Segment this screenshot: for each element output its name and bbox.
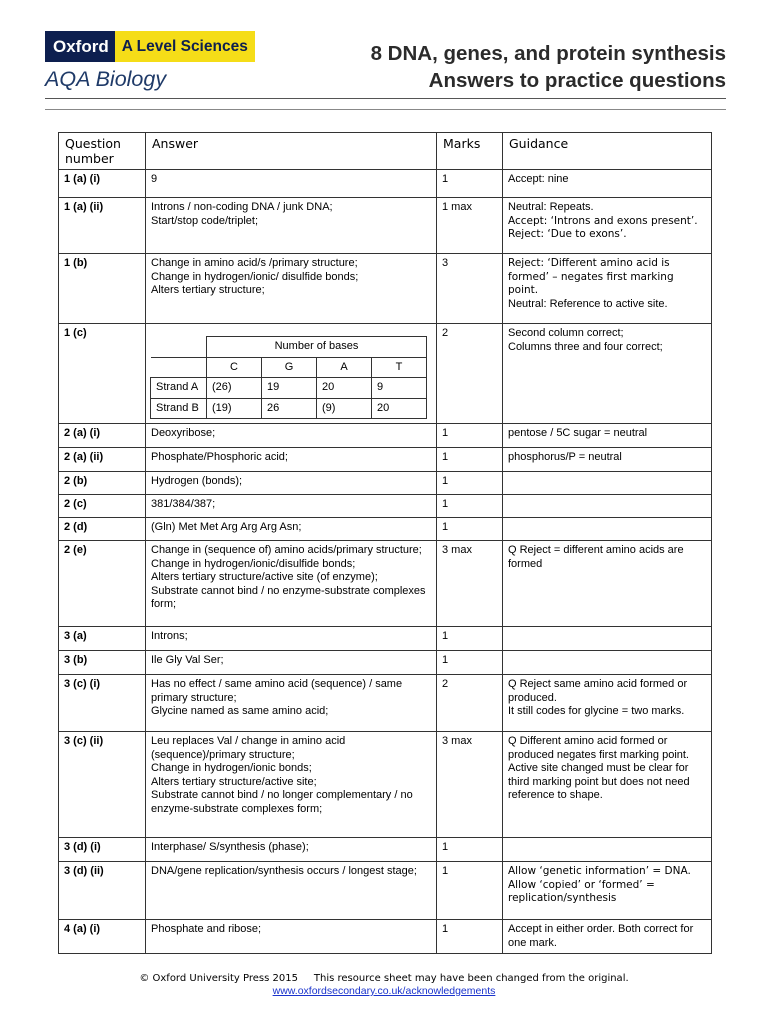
answer-line: Has no effect / same amino acid (sequence) / same primary structure; — [151, 678, 403, 704]
strand-value: 20 — [372, 398, 427, 419]
guidance-line: Columns three and four correct; — [508, 340, 663, 353]
question-number: 2 (a) (ii) — [59, 448, 146, 472]
guidance-cell — [503, 424, 712, 448]
question-number: 3 (a) — [59, 627, 146, 651]
answer-line: Substrate cannot bind / no enzyme-substrate complexes form; — [151, 584, 426, 611]
marks-cell: 1 max — [437, 198, 503, 254]
guidance-line: Accept in either order. Both correct for one mark. — [508, 923, 694, 949]
answer-cell — [146, 170, 437, 198]
guidance-line: Reject: ‘Different amino acid is formed’ – negates first marking point. — [508, 257, 674, 297]
answer-line: Introns; — [151, 630, 188, 642]
table-row — [59, 627, 712, 651]
answer-cell — [146, 862, 437, 920]
answer-cell — [146, 627, 437, 651]
question-number: 2 (a) (i) — [59, 424, 146, 448]
table-row — [59, 424, 712, 448]
guidance-cell — [503, 254, 712, 324]
answer-line: Hydrogen (bonds); — [151, 475, 243, 487]
answer-cell — [146, 324, 437, 424]
question-number: 2 (d) — [59, 518, 146, 541]
question-number: 3 (d) (i) — [59, 838, 146, 862]
guidance-line: Accept: ‘Introns and exons present’. — [508, 214, 698, 227]
strand-b-row — [151, 398, 427, 419]
answer-line: Alters tertiary structure; — [151, 284, 265, 297]
answer-cell — [146, 920, 437, 954]
table-row — [59, 254, 712, 324]
marks-cell: 1 — [437, 920, 503, 954]
answer-line: Deoxyribose; — [151, 427, 216, 439]
page-title — [371, 40, 726, 94]
guidance-line: Q Reject same amino acid formed or produced. — [508, 678, 688, 704]
answer-line: Change in hydrogen/ionic/disulfide bonds; — [151, 557, 356, 570]
guidance-cell — [503, 448, 712, 472]
marks-cell: 1 — [437, 651, 503, 675]
guidance-line: Active site changed must be clear for third marking point but does not need reference to shape. — [508, 762, 690, 802]
col-marks: Marks — [437, 133, 503, 170]
answer-line: Glycine named as same amino acid; — [151, 705, 329, 718]
bases-table — [150, 336, 427, 419]
header-rule-bottom — [45, 109, 726, 110]
question-number: 1 (b) — [59, 254, 146, 324]
title-answers: Answers to practice questions — [428, 69, 726, 92]
question-number: 2 (e) — [59, 541, 146, 627]
answer-line: Change in hydrogen/ionic/ disulfide bonds; — [151, 270, 359, 283]
guidance-line: pentose / 5C sugar = neutral — [508, 427, 648, 439]
guidance-cell — [503, 495, 712, 518]
marks-cell: 3 max — [437, 541, 503, 627]
acknowledgements-link[interactable]: www.oxfordsecondary.co.uk/acknowledgements — [272, 985, 496, 997]
strand-value: 26 — [262, 398, 317, 419]
marks-cell: 2 — [437, 675, 503, 732]
change-notice: This resource sheet may have been changed from the original. — [313, 973, 629, 984]
col-answer: Answer — [146, 133, 437, 170]
question-number: 3 (c) (i) — [59, 675, 146, 732]
table-row — [59, 448, 712, 472]
footer-copyright-line — [0, 973, 768, 984]
marks-cell: 1 — [437, 838, 503, 862]
question-number: 1 (c) — [59, 324, 146, 424]
marks-cell: 1 — [437, 448, 503, 472]
answer-line: Ile Gly Val Ser; — [151, 654, 224, 666]
table-header-row — [59, 133, 712, 170]
marks-cell: 1 — [437, 472, 503, 495]
answer-line: (Gln) Met Met Arg Arg Arg Asn; — [151, 521, 302, 533]
guidance-cell — [503, 862, 712, 920]
guidance-cell — [503, 838, 712, 862]
question-number: 3 (d) (ii) — [59, 862, 146, 920]
answer-line: Start/stop code/triplet; — [151, 214, 258, 227]
answer-line: Phosphate/Phosphoric acid; — [151, 451, 288, 463]
answer-line: Leu replaces Val / change in amino acid (sequence)/primary structure; — [151, 735, 346, 761]
guidance-line: Accept: nine — [508, 173, 569, 185]
table-row — [59, 675, 712, 732]
table-row — [59, 541, 712, 627]
answer-line: Phosphate and ribose; — [151, 923, 262, 935]
marks-cell: 1 — [437, 170, 503, 198]
mark-scheme-table — [58, 132, 712, 954]
answer-line: Change in hydrogen/ionic bonds; — [151, 762, 312, 775]
answer-cell — [146, 732, 437, 838]
answer-cell — [146, 254, 437, 324]
guidance-line: Allow ‘genetic information’ = DNA. — [508, 865, 691, 877]
answer-line: 381/384/387; — [151, 498, 216, 510]
guidance-cell — [503, 518, 712, 541]
answer-cell — [146, 448, 437, 472]
copyright: © Oxford University Press 2015 — [139, 973, 298, 984]
bases-table-title: Number of bases — [207, 337, 427, 358]
guidance-line: It still codes for glycine = two marks. — [508, 705, 685, 718]
logo-brand: Oxford — [45, 31, 115, 62]
answer-line: 9 — [151, 173, 158, 185]
strand-value: 9 — [372, 378, 427, 399]
answer-cell — [146, 651, 437, 675]
marks-cell: 3 max — [437, 732, 503, 838]
strand-value: (26) — [207, 378, 262, 399]
guidance-cell — [503, 675, 712, 732]
logo-series: A Level Sciences — [115, 31, 255, 62]
table-row — [59, 732, 712, 838]
table-row — [59, 170, 712, 198]
table-row — [59, 198, 712, 254]
base-a: A — [317, 357, 372, 378]
guidance-cell — [503, 920, 712, 954]
header-rule-top — [45, 98, 726, 99]
answer-cell — [146, 472, 437, 495]
answer-cell — [146, 424, 437, 448]
answer-cell — [146, 198, 437, 254]
strand-value: 19 — [262, 378, 317, 399]
table-row — [59, 920, 712, 954]
strand-value: (9) — [317, 398, 372, 419]
marks-cell: 1 — [437, 518, 503, 541]
answer-line: Substrate cannot bind / no longer complementary / no enzyme-substrate complexes form; — [151, 789, 413, 815]
marks-cell: 3 — [437, 254, 503, 324]
guidance-line: Q Different amino acid formed or produced negates first marking point. — [508, 735, 689, 761]
marks-cell: 1 — [437, 627, 503, 651]
answer-line: Interphase/ S/synthesis (phase); — [151, 841, 309, 853]
oxford-logo — [45, 31, 255, 62]
answer-cell — [146, 518, 437, 541]
answer-cell — [146, 541, 437, 627]
answer-line: Alters tertiary structure/active site; — [151, 775, 317, 788]
answer-line: Change in (sequence of) amino acids/primary structure; — [151, 544, 422, 556]
guidance-cell — [503, 170, 712, 198]
strand-name: Strand B — [151, 398, 207, 419]
title-chapter: 8 DNA, genes, and protein synthesis — [370, 42, 726, 65]
marks-cell: 1 — [437, 424, 503, 448]
guidance-line: Neutral: Reference to active site. — [508, 297, 668, 310]
marks-cell: 1 — [437, 862, 503, 920]
table-row — [59, 324, 712, 424]
question-number: 4 (a) (i) — [59, 920, 146, 954]
question-number: 3 (c) (ii) — [59, 732, 146, 838]
guidance-cell — [503, 472, 712, 495]
guidance-cell — [503, 732, 712, 838]
answer-line: Change in amino acid/s /primary structure; — [151, 257, 358, 269]
question-number: 1 (a) (ii) — [59, 198, 146, 254]
answer-line: Introns / non-coding DNA / junk DNA; — [151, 201, 333, 213]
answer-cell — [146, 495, 437, 518]
guidance-line: Allow ‘copied’ or ‘formed’ = replication/synthesis — [508, 878, 655, 905]
answer-cell — [146, 838, 437, 862]
col-question: Question number — [59, 133, 146, 170]
guidance-cell — [503, 541, 712, 627]
table-row — [59, 472, 712, 495]
question-number: 3 (b) — [59, 651, 146, 675]
guidance-cell — [503, 198, 712, 254]
base-g: G — [262, 357, 317, 378]
marks-cell: 2 — [437, 324, 503, 424]
guidance-line: Q Reject = different amino acids are formed — [508, 544, 684, 570]
table-row — [59, 495, 712, 518]
guidance-line: phosphorus/P = neutral — [508, 451, 622, 463]
marks-cell: 1 — [437, 495, 503, 518]
table-row — [59, 651, 712, 675]
guidance-cell — [503, 324, 712, 424]
strand-a-row — [151, 378, 427, 399]
subject-title: AQA Biology — [45, 67, 167, 91]
answer-line: DNA/gene replication/synthesis occurs / longest stage; — [151, 865, 417, 877]
table-row — [59, 862, 712, 920]
guidance-cell — [503, 651, 712, 675]
base-t: T — [372, 357, 427, 378]
strand-value: (19) — [207, 398, 262, 419]
table-row — [59, 838, 712, 862]
answer-line: Alters tertiary structure/active site (of enzyme); — [151, 571, 378, 584]
question-number: 2 (c) — [59, 495, 146, 518]
guidance-line: Reject: ‘Due to exons’. — [508, 228, 627, 241]
table-row — [59, 518, 712, 541]
strand-value: 20 — [317, 378, 372, 399]
col-guidance: Guidance — [503, 133, 712, 170]
footer-link-line — [0, 985, 768, 997]
guidance-line: Second column correct; — [508, 327, 624, 339]
base-c: C — [207, 357, 262, 378]
question-number: 2 (b) — [59, 472, 146, 495]
guidance-cell — [503, 627, 712, 651]
answer-cell — [146, 675, 437, 732]
guidance-line: Neutral: Repeats. — [508, 201, 594, 213]
question-number: 1 (a) (i) — [59, 170, 146, 198]
strand-name: Strand A — [151, 378, 207, 399]
